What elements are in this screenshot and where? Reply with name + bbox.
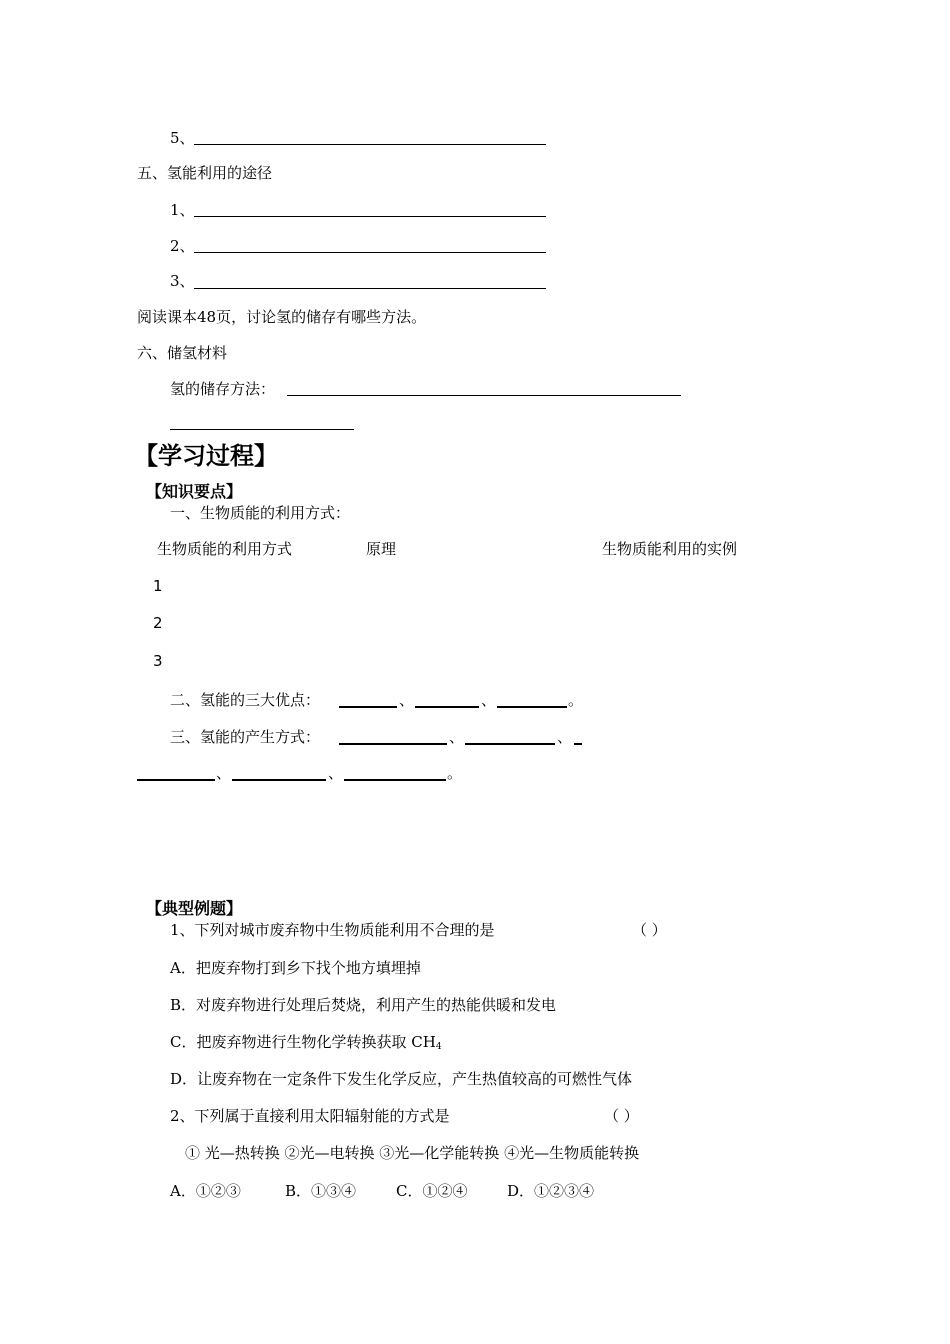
- advantage-sep-3: 。: [568, 691, 584, 709]
- table-header-example: 生物质能利用的实例: [602, 540, 738, 558]
- production-blank-3a[interactable]: [574, 743, 582, 745]
- item-5-blank[interactable]: [194, 144, 546, 145]
- route-item-2-blank[interactable]: [194, 252, 546, 253]
- example-1-option-c[interactable]: [170, 1032, 442, 1057]
- route-item-2-label: 2、: [170, 237, 195, 255]
- advantage-blank-3[interactable]: [497, 706, 567, 708]
- reading-note: 阅读课本48页，讨论氢的储存有哪些方法。: [137, 308, 427, 326]
- route-item-3-label: 3、: [170, 272, 195, 290]
- example-2-conversions: ① 光—热转换 ②光—电转换 ③光—化学能转换 ④光—生物质能转换: [185, 1144, 640, 1162]
- section-5-title: 五、氢能利用的途径: [137, 164, 273, 182]
- process-heading: 【学习过程】: [134, 442, 278, 470]
- storage-blank-2[interactable]: [170, 429, 354, 430]
- advantages-label: 二、氢能的三大优点：: [170, 691, 321, 709]
- production-sep-3: 、: [216, 764, 232, 782]
- advantage-blank-2[interactable]: [415, 706, 479, 708]
- route-item-1-label: 1、: [170, 201, 195, 219]
- production-blank-2[interactable]: [465, 743, 555, 745]
- example-1-stem: 1、下列对城市废弃物中生物质能利用不合理的是: [170, 921, 495, 939]
- option-c-text: C．把废弃物进行生物化学转换获取 CH: [170, 1033, 436, 1051]
- example-2-choice-c[interactable]: C．①②④: [396, 1182, 468, 1200]
- example-1-option-a[interactable]: A．把废弃物打到乡下找个地方填埋掉: [170, 959, 421, 977]
- production-blank-1[interactable]: [339, 743, 447, 745]
- route-item-1-blank[interactable]: [194, 216, 546, 217]
- biomass-question: 一、生物质能的利用方式：: [170, 504, 351, 522]
- production-sep-4: 、: [328, 764, 344, 782]
- production-blank-4[interactable]: [232, 779, 326, 781]
- table-row-3: 3: [153, 652, 163, 670]
- production-sep-1: 、: [449, 728, 465, 746]
- advantage-sep-1: 、: [399, 691, 415, 709]
- knowledge-heading: 【知识要点】: [146, 482, 243, 501]
- table-row-2: 2: [153, 614, 163, 632]
- table-header-method: 生物质能的利用方式: [157, 540, 293, 558]
- advantage-sep-2: 、: [481, 691, 497, 709]
- example-1-answer-paren[interactable]: （ ）: [632, 921, 667, 939]
- example-2-stem: 2、下列属于直接利用太阳辐射能的方式是: [170, 1107, 450, 1125]
- examples-heading: 【典型例题】: [146, 899, 243, 918]
- table-row-1: 1: [153, 577, 163, 595]
- example-2-choice-b[interactable]: B．①③④: [285, 1182, 357, 1200]
- storage-blank-1[interactable]: [287, 395, 681, 396]
- example-2-choice-d[interactable]: D．①②③④: [507, 1182, 595, 1200]
- production-blank-5[interactable]: [344, 779, 446, 781]
- production-label: 三、氢能的产生方式：: [170, 728, 321, 746]
- production-sep-2: 、: [557, 728, 573, 746]
- section-6-title: 六、储氢材料: [137, 344, 228, 362]
- example-1-option-b[interactable]: B．对废弃物进行处理后焚烧，利用产生的热能供暖和发电: [170, 996, 557, 1014]
- item-5-label: 5、: [170, 129, 195, 147]
- option-c-subscript: 4: [435, 1042, 442, 1052]
- route-item-3-blank[interactable]: [194, 288, 546, 289]
- production-sep-5: 。: [447, 764, 463, 782]
- example-1-option-d[interactable]: D．让废弃物在一定条件下发生化学反应，产生热值较高的可燃性气体: [170, 1070, 633, 1088]
- table-header-principle: 原理: [366, 540, 397, 558]
- example-2-choice-a[interactable]: A．①②③: [170, 1182, 241, 1200]
- example-2-answer-paren[interactable]: （ ）: [604, 1107, 639, 1125]
- production-blank-3b[interactable]: [137, 779, 215, 781]
- advantage-blank-1[interactable]: [339, 706, 397, 708]
- storage-label: 氢的储存方法：: [170, 380, 276, 398]
